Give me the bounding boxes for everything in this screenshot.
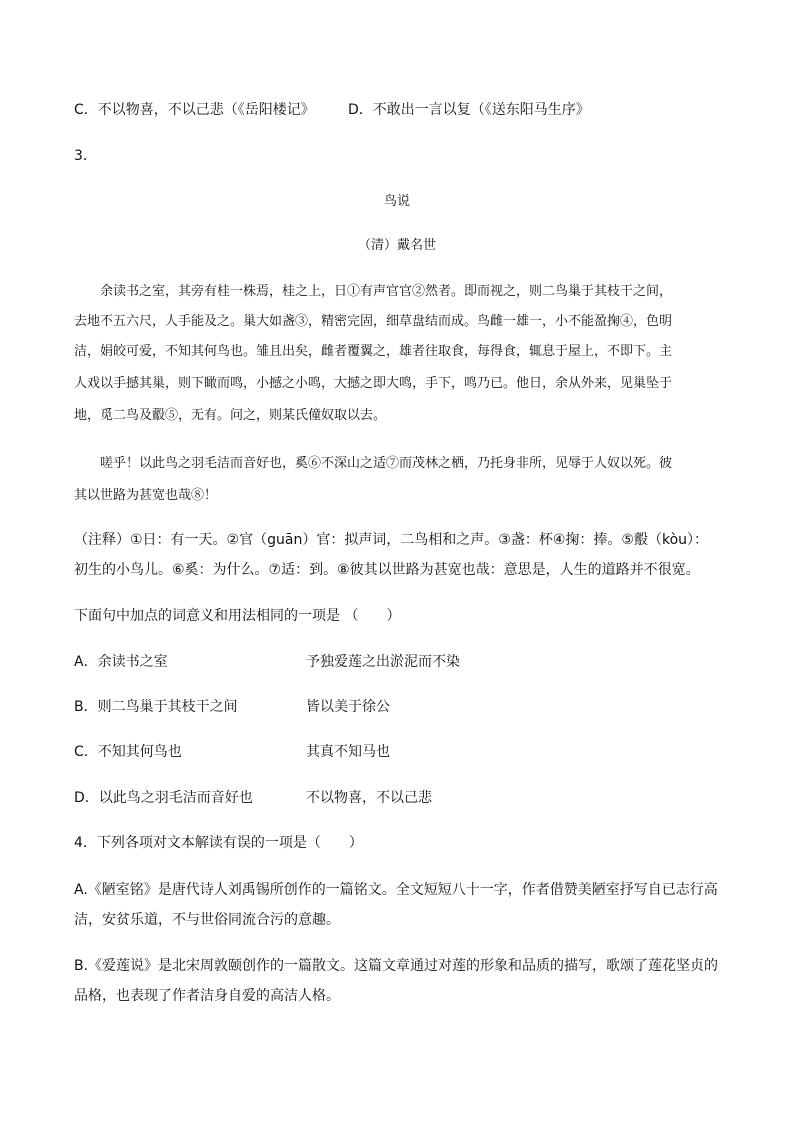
q2-option-d: D．不敢出一言以复（《送东阳马生序》 [348,102,590,118]
passage-para1-line4: 人戏以手撼其巢，则下瞰而鸣，小撼之小鸣，大撼之即大鸣，手下，鸣乃已。他日，余从外来，见巢坠于 [74,376,673,391]
passage-para2-line1: 嗟乎！以此鸟之羽毛洁而音好也，奚⑥不深山之适⑦而茂林之栖，乃托身非所，见辱于人奴以死。彼 [100,456,673,471]
q3-option-a-left: A．余读书之室 [74,654,168,670]
passage-author: （清）戴名世 [357,238,436,253]
notes-line2: 初生的小鸟儿。⑥奚：为什么。⑦适：到。⑧彼其以世路为甚宽也哉：意思是，人生的道路并不很宽。 [74,562,700,578]
passage-para1-line1: 余读书之室，其旁有桂一株焉，桂之上，日①有声官官②然者。即而视之，则二鸟巢于其枝干之间， [100,284,673,299]
passage-para2-line2: 其以世路为甚宽也哉⑧！ [74,488,218,503]
passage-title: 鸟说 [383,194,410,209]
q3-option-a-right: 予独爱莲之出淤泥而不染 [306,654,460,670]
q4-question: 4．下列各项对文本解读有误的一项是（ ） [74,835,363,851]
q3-option-b-left: B．则二鸟巢于其枝干之间 [74,699,238,715]
passage-para1-line3: 洁，娟皎可爱，不知其何鸟也。雏且出矣，雌者覆翼之，雄者往取食，每得食，辄息于屋上，不即下。主 [74,344,673,359]
q3-option-c-right: 其真不知马也 [306,744,390,760]
q4-option-a-line1: A.《陋室铭》是唐代诗人刘禹锡所创作的一篇铭文。全文短短八十一字，作者借赞美陋室抒写自已志行高 [74,882,718,898]
passage-para1-line5: 地，觅二鸟及鷇⑤，无有。问之，则某氏僮奴取以去。 [74,408,387,423]
q4-option-b-line1: B.《爱莲说》是北宋周敦颐创作的一篇散文。这篇文章通过对莲的形象和品质的描写，歌颂了莲花坚贞的 [74,958,719,974]
q2-option-c: C．不以物喜，不以己悲（《岳阳楼记》 [74,102,315,118]
q4-option-a-line2: 洁，安贫乐道，不与世俗同流合污的意趣。 [74,912,340,928]
q3-option-b-right: 皆以美于徐公 [306,699,390,715]
passage-para1-line2: 去地不五六尺，人手能及之。巢大如盏③，精密完固，细草盘结而成。鸟雌一雄一，小不能盈掬④，色明 [74,314,673,329]
q3-question: 下面句中加点的词意义和用法相同的一项是 （ ） [74,608,401,624]
q3-option-c-left: C．不知其何鸟也 [74,744,182,760]
q4-option-b-line2: 品格，也表现了作者洁身自爱的高洁人格。 [74,988,340,1004]
q3-number: 3． [74,148,97,164]
notes-line1: （注释）①日：有一天。②官（guān）官：拟声词，二鸟相和之声。③盏：杯④掬：捧。⑤鷇（kòu）： [74,532,709,548]
q3-option-d-right: 不以物喜，不以己悲 [306,790,432,806]
q3-option-d-left: D．以此鸟之羽毛洁而音好也 [74,790,253,806]
